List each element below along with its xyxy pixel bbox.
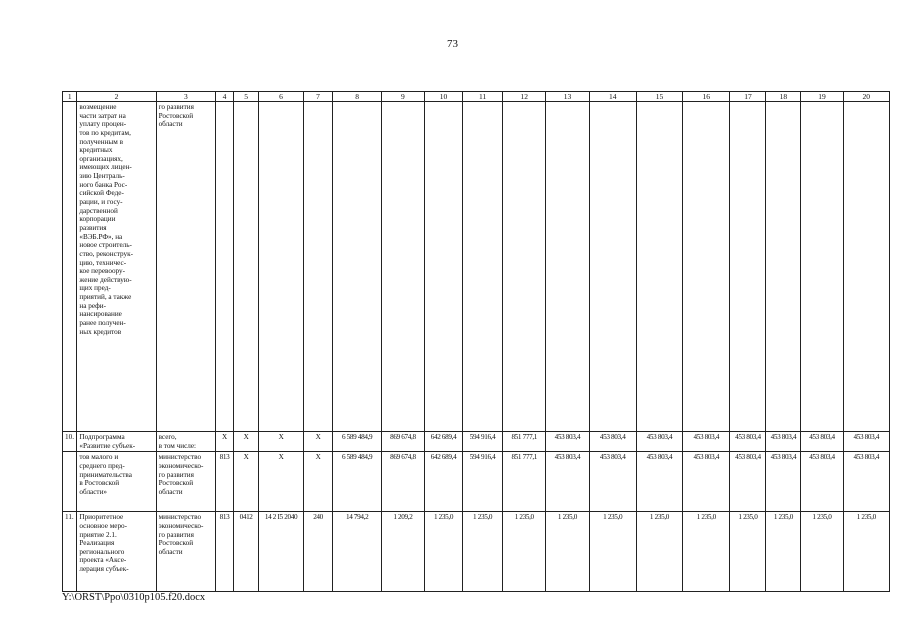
value-cell — [589, 102, 636, 432]
column-number-cell: 20 — [843, 92, 889, 102]
row-number-cell — [63, 452, 77, 512]
value-cell — [216, 102, 233, 432]
value-cell: 453 803,4 — [843, 452, 889, 512]
table-row — [63, 452, 890, 512]
value-cell — [303, 102, 333, 432]
value-cell: 813 — [216, 512, 233, 592]
value-cell — [546, 102, 589, 432]
value-cell: 813 — [216, 452, 233, 512]
value-cell: 0412 — [233, 512, 259, 592]
column-number-cell: 13 — [546, 92, 589, 102]
row-name-cell: тов малого и среднего пред- принимательства в Ростовской области» — [77, 452, 156, 512]
value-cell — [636, 102, 682, 432]
value-cell: 453 803,4 — [636, 432, 682, 452]
value-cell — [381, 102, 424, 432]
column-number-cell: 18 — [766, 92, 801, 102]
column-number-cell: 4 — [216, 92, 233, 102]
value-cell: 240 — [303, 512, 333, 592]
value-cell: 851 777,1 — [503, 432, 546, 452]
column-number-cell: 5 — [233, 92, 259, 102]
value-cell: X — [259, 432, 303, 452]
value-cell: 1 209,2 — [381, 512, 424, 592]
value-cell — [730, 102, 766, 432]
table-row — [63, 432, 890, 452]
column-number-cell: 19 — [801, 92, 843, 102]
value-cell: 1 235,0 — [730, 512, 766, 592]
value-cell: X — [233, 452, 259, 512]
value-cell: 1 235,0 — [683, 512, 730, 592]
value-cell: 594 916,4 — [463, 432, 503, 452]
column-number-cell: 12 — [503, 92, 546, 102]
value-cell: 453 803,4 — [730, 432, 766, 452]
value-cell: 453 803,4 — [766, 452, 801, 512]
value-cell: 1 235,0 — [636, 512, 682, 592]
value-cell: 453 803,4 — [546, 432, 589, 452]
value-cell: 1 235,0 — [546, 512, 589, 592]
table-row — [63, 512, 890, 592]
value-cell: 6 589 484,9 — [333, 452, 381, 512]
value-cell: 453 803,4 — [683, 432, 730, 452]
value-cell — [463, 102, 503, 432]
value-cell: 6 589 484,9 — [333, 432, 381, 452]
value-cell — [425, 102, 463, 432]
row-executor-cell: министерство экономическо- го развития Ростовской области — [156, 512, 216, 592]
row-executor-cell: всего, в том числе: — [156, 432, 216, 452]
value-cell: 453 803,4 — [730, 452, 766, 512]
value-cell: X — [216, 432, 233, 452]
column-number-cell: 2 — [77, 92, 156, 102]
value-cell — [503, 102, 546, 432]
column-number-row — [63, 92, 890, 102]
table-row — [63, 102, 890, 432]
column-number-cell: 8 — [333, 92, 381, 102]
column-number-cell: 17 — [730, 92, 766, 102]
value-cell: 594 916,4 — [463, 452, 503, 512]
value-cell: 1 235,0 — [425, 512, 463, 592]
value-cell — [683, 102, 730, 432]
footer-file-path: Y:\ORST\Ppo\0310p105.f20.docx — [62, 592, 206, 603]
value-cell: 453 803,4 — [843, 432, 889, 452]
value-cell — [801, 102, 843, 432]
value-cell: 851 777,1 — [503, 452, 546, 512]
value-cell: 453 803,4 — [589, 432, 636, 452]
value-cell: 453 803,4 — [546, 452, 589, 512]
row-executor-cell: го развития Ростовской области — [156, 102, 216, 432]
row-executor-cell: министерство экономическо- го развития Ростовской области — [156, 452, 216, 512]
row-name-cell: возмещение части затрат на уплату процен- тов по кредитам, полученным в кредитных организациях, имеющих лицен- зию Централь- ного банка Рос- сийской Феде- рации, и госу- дарственной корпорации развития «ВЭБ.РФ», на новое строитель- ство, реконструк- цию, техничес- кое перевоору- жение действую- щих пред- приятий, а также на рефи- нансирование ранее получен- ных кредитов — [77, 102, 156, 432]
value-cell: 453 803,4 — [636, 452, 682, 512]
value-cell: 1 235,0 — [589, 512, 636, 592]
value-cell: 869 674,8 — [381, 452, 424, 512]
value-cell: 14 2 I5 2040 — [259, 512, 303, 592]
column-number-cell: 1 — [63, 92, 77, 102]
row-number-cell — [63, 102, 77, 432]
column-number-cell: 11 — [463, 92, 503, 102]
value-cell: X — [303, 432, 333, 452]
value-cell: 1 235,0 — [801, 512, 843, 592]
column-number-cell: 14 — [589, 92, 636, 102]
value-cell: 1 235,0 — [503, 512, 546, 592]
column-number-cell: 9 — [381, 92, 424, 102]
column-number-cell: 15 — [636, 92, 682, 102]
value-cell: X — [233, 432, 259, 452]
value-cell: 14 794,2 — [333, 512, 381, 592]
row-number-cell: 11. — [63, 512, 77, 592]
column-number-cell: 7 — [303, 92, 333, 102]
column-number-cell: 3 — [156, 92, 216, 102]
row-name-cell: Приоритетное основное меро- приятие 2.1. Реализация регионального проекта «Аксе- лерация субъек- — [77, 512, 156, 592]
value-cell: 453 803,4 — [589, 452, 636, 512]
value-cell: 642 689,4 — [425, 452, 463, 512]
value-cell — [843, 102, 889, 432]
value-cell — [233, 102, 259, 432]
row-number-cell: 10. — [63, 432, 77, 452]
column-number-cell: 16 — [683, 92, 730, 102]
value-cell — [333, 102, 381, 432]
value-cell: 1 235,0 — [463, 512, 503, 592]
value-cell: 453 803,4 — [801, 432, 843, 452]
value-cell: 642 689,4 — [425, 432, 463, 452]
budget-table — [62, 91, 890, 592]
value-cell: 1 235,0 — [843, 512, 889, 592]
value-cell: 869 674,8 — [381, 432, 424, 452]
value-cell — [766, 102, 801, 432]
value-cell: X — [303, 452, 333, 512]
value-cell: X — [259, 452, 303, 512]
value-cell — [259, 102, 303, 432]
value-cell: 453 803,4 — [801, 452, 843, 512]
value-cell: 453 803,4 — [766, 432, 801, 452]
page-number: 73 — [447, 38, 458, 50]
value-cell: 1 235,0 — [766, 512, 801, 592]
column-number-cell: 10 — [425, 92, 463, 102]
row-name-cell: Подпрограмма «Развитие субъек- — [77, 432, 156, 452]
value-cell: 453 803,4 — [683, 452, 730, 512]
column-number-cell: 6 — [259, 92, 303, 102]
